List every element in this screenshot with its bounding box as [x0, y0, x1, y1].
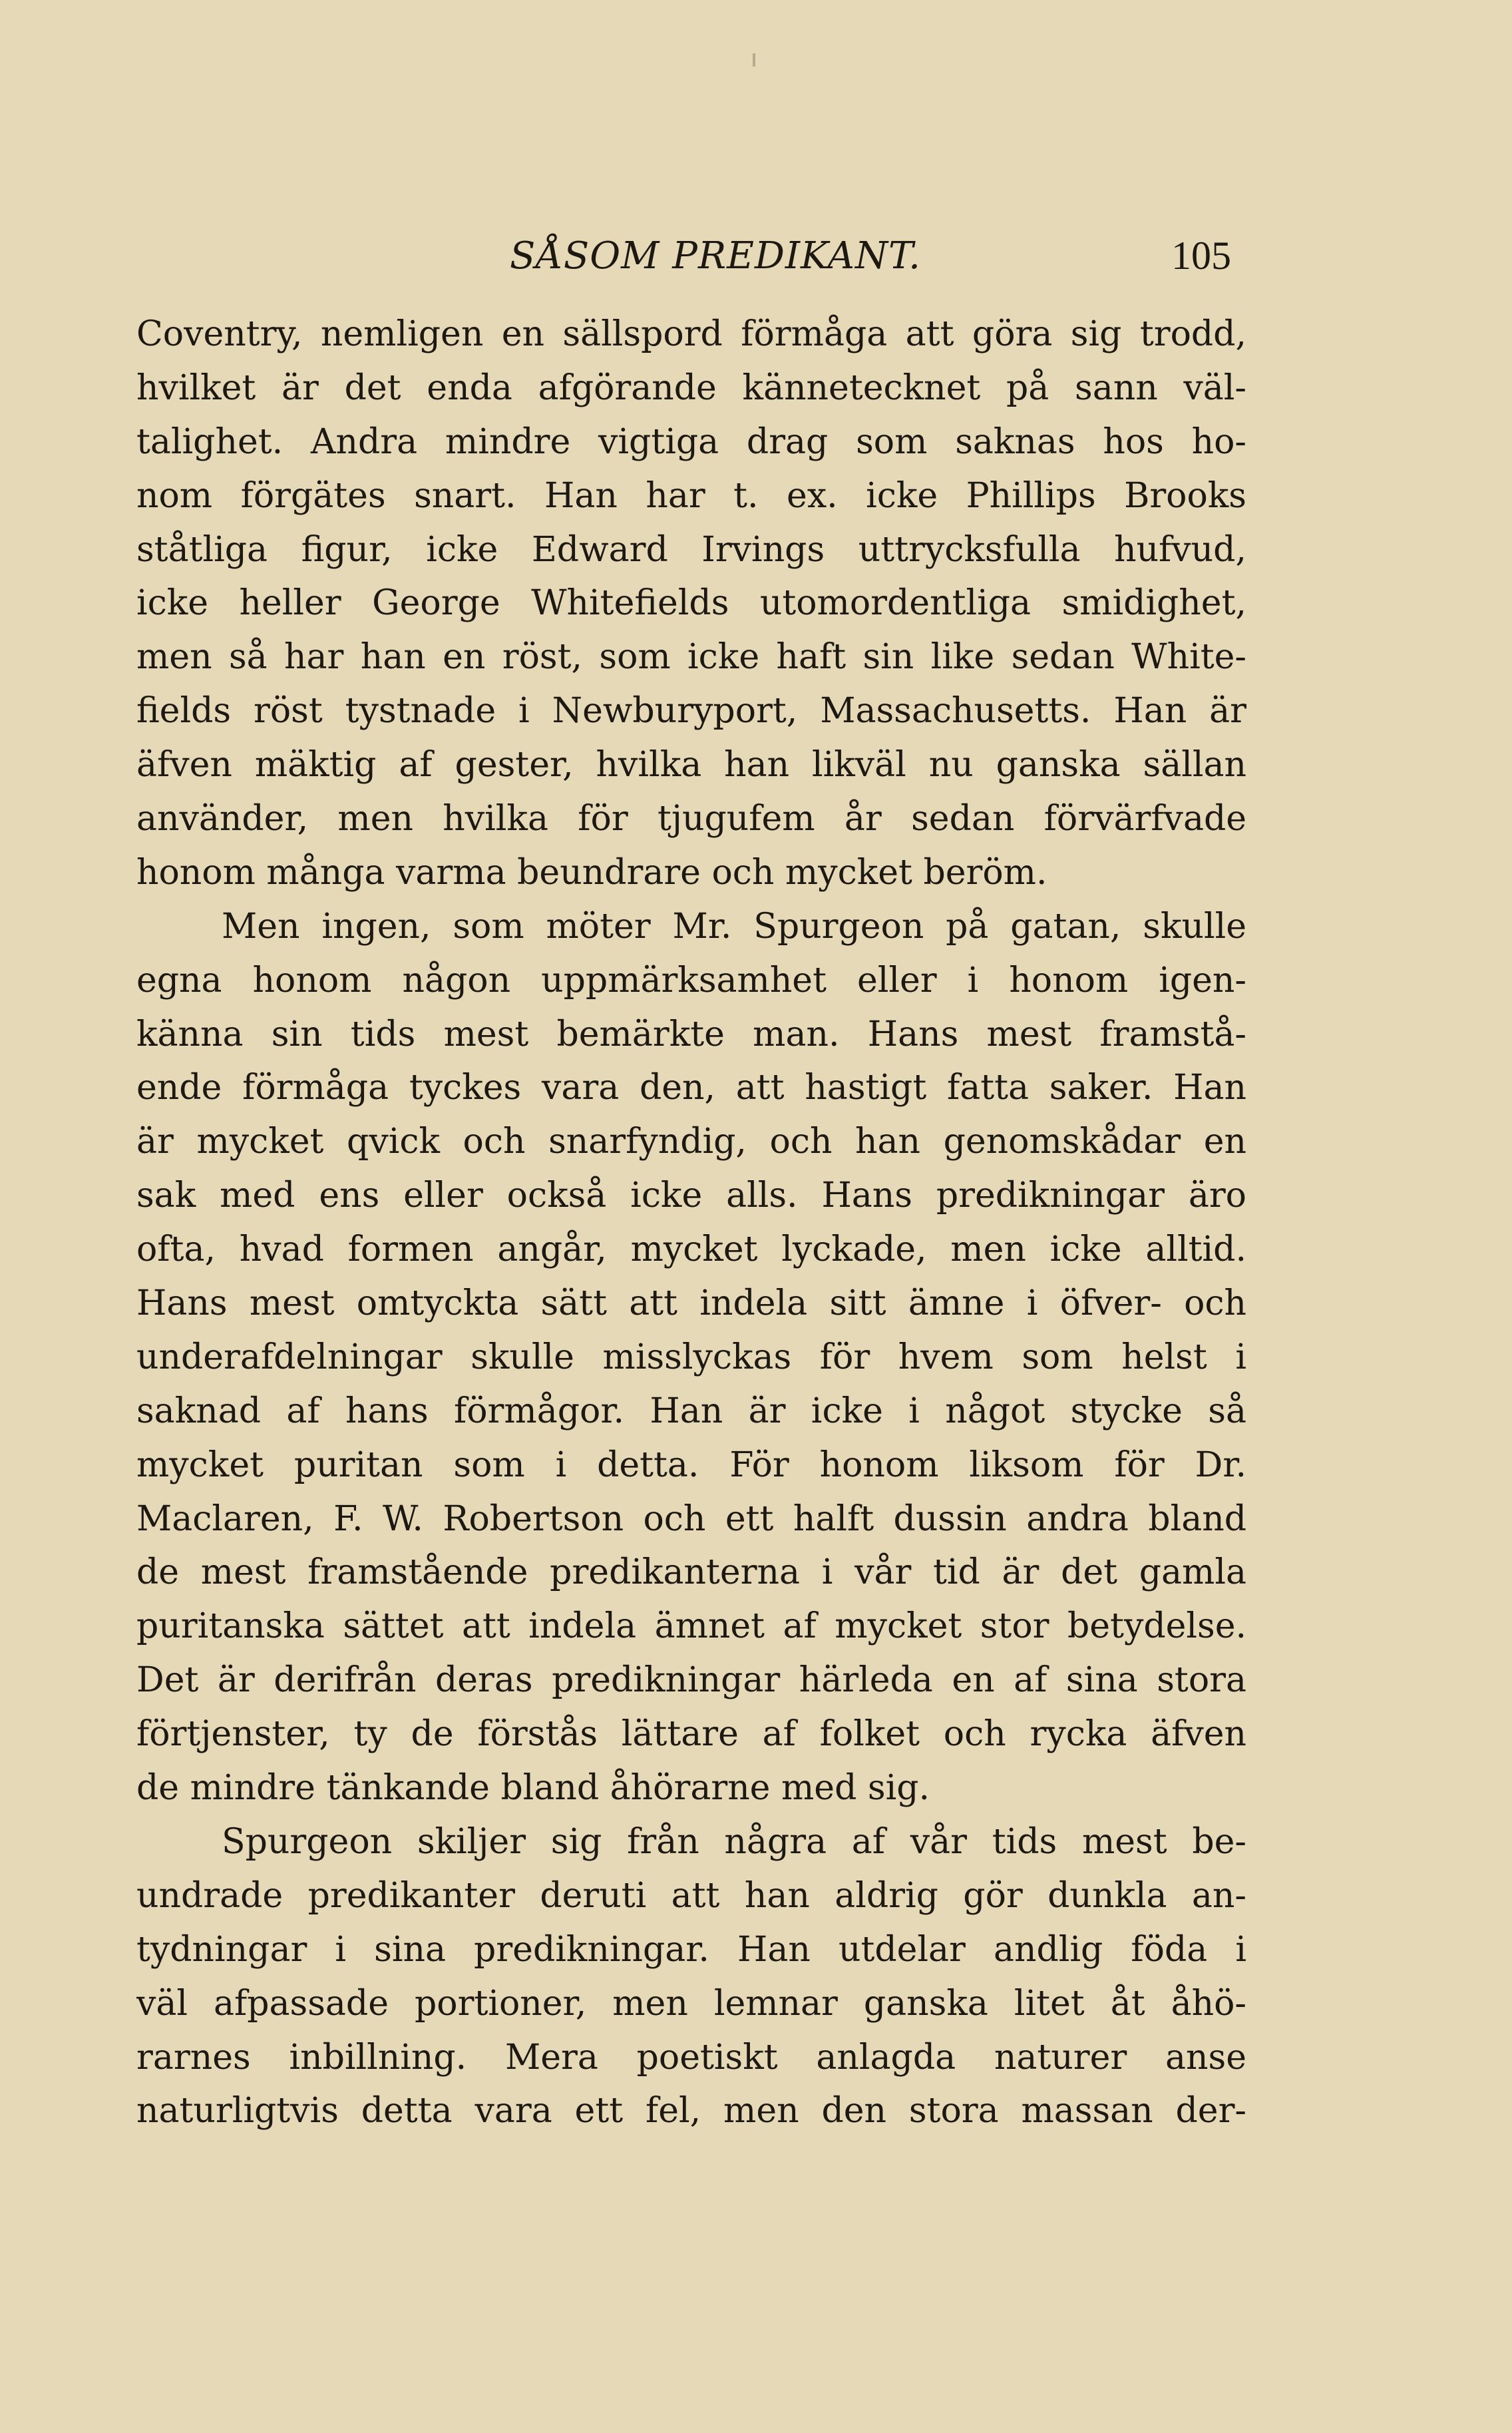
text-line: Men ingen, som möter Mr. Spurgeon på gatan, skulle: [222, 906, 1246, 947]
text-line: men så har han en röst, som icke haft sin like sedan White-: [136, 637, 1246, 678]
text-line: saknad af hans förmågor. Han är icke i något stycke så: [136, 1391, 1246, 1431]
text-line: Spurgeon skiljer sig från några af vår tids mest be-: [222, 1821, 1246, 1862]
body-text: [136, 308, 1246, 2138]
text-line: äfven mäktig af gester, hvilka han likväl nu ganska sällan: [136, 745, 1246, 785]
text-line: de mindre tänkande bland åhörarne med sig.: [136, 1768, 930, 1809]
running-title: SÅSOM PREDIKANT.: [510, 234, 921, 278]
text-line: förtjenster, ty de förstås lättare af folket och rycka äfven: [136, 1714, 1246, 1755]
text-line: talighet. Andra mindre vigtiga drag som saknas hos ho-: [136, 421, 1246, 462]
text-line: ofta, hvad formen angår, mycket lyckade, men icke alltid.: [136, 1229, 1246, 1270]
text-line: nom förgätes snart. Han har t. ex. icke Phillips Brooks: [136, 475, 1246, 516]
text-line: känna sin tids mest bemärkte man. Hans mest framstå-: [136, 1014, 1246, 1054]
page-mark: [753, 53, 755, 67]
text-line: underafdelningar skulle misslyckas för hvem som helst i: [136, 1337, 1246, 1377]
text-line: ende förmåga tyckes vara den, att hastigt fatta saker. Han: [136, 1068, 1246, 1108]
text-line: väl afpassade portioner, men lemnar ganska litet åt åhö-: [136, 1983, 1246, 2024]
text-line: honom många varma beundrare och mycket beröm.: [136, 852, 1047, 893]
text-line: tydningar i sina predikningar. Han utdelar andlig föda i: [136, 1929, 1246, 1970]
text-line: egna honom någon uppmärksamhet eller i honom igen-: [136, 960, 1246, 1000]
page-number: 105: [1171, 234, 1231, 278]
text-line: Maclaren, F. W. Robertson och ett halft dussin andra bland: [136, 1498, 1246, 1539]
text-line: använder, men hvilka för tjugufem år sedan förvärfvade: [136, 799, 1246, 839]
text-line: fields röst tystnade i Newburyport, Massachusetts. Han är: [136, 691, 1246, 732]
text-line: Hans mest omtyckta sätt att indela sitt ämne i öfver- och: [136, 1283, 1246, 1324]
text-line: hvilket är det enda afgörande kännetecknet på sann väl-: [136, 367, 1246, 408]
text-line: är mycket qvick och snarfyndig, och han genomskådar en: [136, 1122, 1246, 1162]
text-line: naturligtvis detta vara ett fel, men den stora massan der-: [136, 2091, 1246, 2131]
running-head: [0, 233, 1512, 286]
text-line: undrade predikanter deruti att han aldrig gör dunkla an-: [136, 1875, 1246, 1916]
text-line: Det är derifrån deras predikningar härleda en af sina stora: [136, 1660, 1246, 1701]
text-line: ståtliga figur, icke Edward Irvings uttrycksfulla hufvud,: [136, 529, 1246, 570]
text-line: icke heller George Whitefields utomordentliga smidighet,: [136, 583, 1246, 624]
text-line: Coventry, nemligen en sällspord förmåga att göra sig trodd,: [136, 314, 1246, 354]
text-line: mycket puritan som i detta. För honom liksom för Dr.: [136, 1444, 1246, 1485]
text-line: de mest framstående predikanterna i vår tid är det gamla: [136, 1552, 1246, 1593]
text-line: puritanska sättet att indela ämnet af mycket stor betydelse.: [136, 1606, 1246, 1647]
text-line: sak med ens eller också icke alls. Hans predikningar äro: [136, 1176, 1246, 1216]
text-line: rarnes inbillning. Mera poetiskt anlagda naturer anse: [136, 2037, 1246, 2078]
